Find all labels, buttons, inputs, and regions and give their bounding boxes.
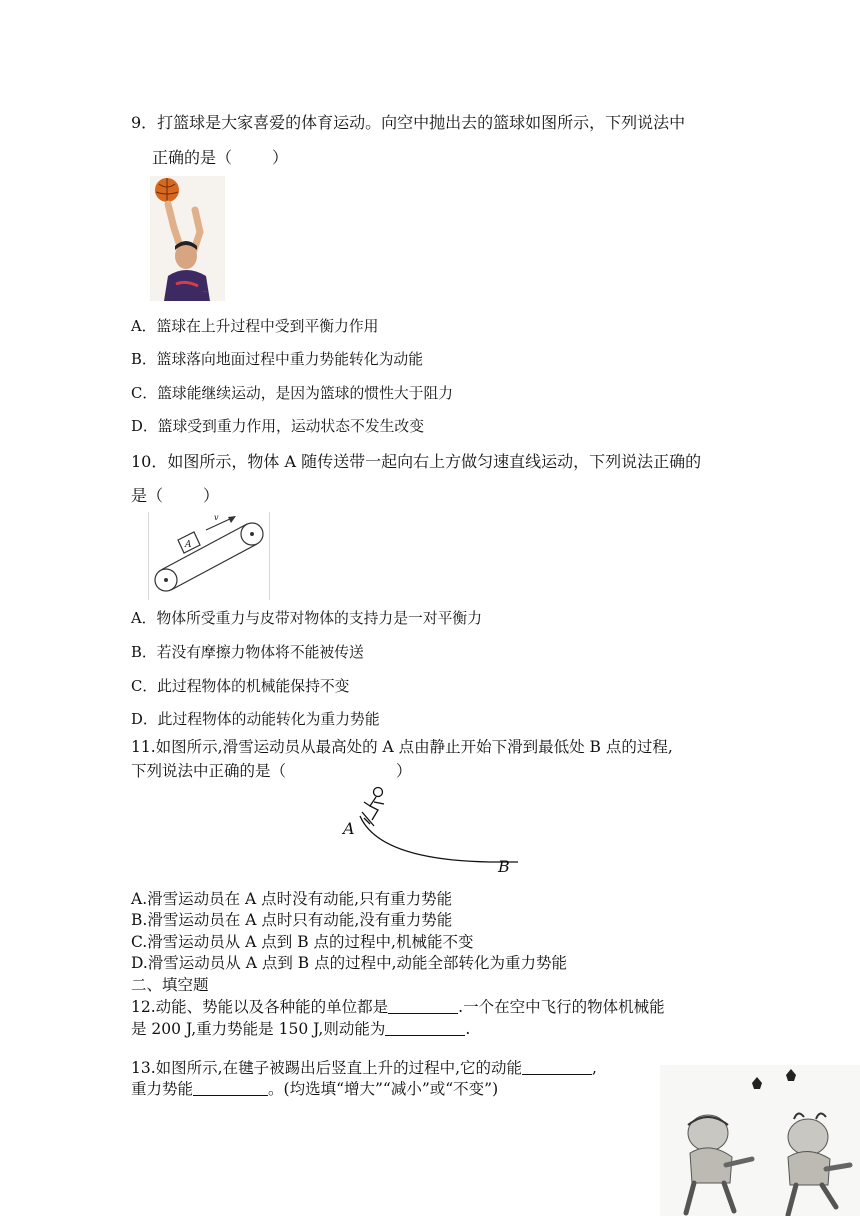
q10-option-c: C．此过程物体的机械能保持不变 (131, 678, 350, 695)
q11-stem-line1: 11.如图所示,滑雪运动员从最高处的 A 点由静止开始下滑到最低处 B 点的过程, (131, 738, 673, 756)
q9-option-c: C．篮球能继续运动，是因为篮球的惯性大于阻力 (131, 385, 454, 402)
q11-stem-line2: 下列说法中正确的是（ ） (131, 762, 412, 780)
q10-option-b: B．若没有摩擦力物体将不能被传送 (131, 644, 364, 661)
ski-slope-figure (340, 782, 520, 878)
q9-stem-line1: 9．打篮球是大家喜爱的体育运动。向空中抛出去的篮球如图所示，下列说法中 (131, 113, 686, 132)
q10-option-a: A．物体所受重力与皮带对物体的支持力是一对平衡力 (131, 610, 483, 627)
q12-stem-line2: 是 200 J,重力势能是 150 J,则动能为 . (131, 1020, 471, 1038)
basketball-player-figure (150, 176, 225, 301)
q11-option-a: A.滑雪运动员在 A 点时没有动能,只有重力势能 (131, 890, 453, 908)
slope-label-a: A (343, 819, 355, 838)
conveyor-label-v: v (214, 513, 219, 522)
q13-stem-line2: 重力势能 。(均选填“增大”“减小”或“不变”) (131, 1080, 499, 1098)
q10-stem-line1: 10．如图所示，物体 A 随传送带一起向右上方做匀速直线运动，下列说法正确的 (131, 452, 702, 471)
q13-stem-line1: 13.如图所示,在毽子被踢出后竖直上升的过程中,它的动能 , (131, 1059, 597, 1077)
q9-option-b: B．篮球落向地面过程中重力势能转化为动能 (131, 351, 424, 368)
q9-option-d: D．篮球受到重力作用，运动状态不发生改变 (131, 418, 425, 435)
svg-text:~: ~ (202, 288, 208, 296)
section-heading-fill-in: 二、填空题 (131, 976, 209, 994)
shuttlecock-kicking-figure (660, 1065, 860, 1216)
q10-option-d: D．此过程物体的动能转化为重力势能 (131, 711, 380, 728)
conveyor-belt-figure (148, 512, 270, 600)
q9-stem-line2: 正确的是（ ） (152, 148, 289, 167)
slope-label-b: B (498, 857, 510, 876)
q11-option-c: C.滑雪运动员从 A 点到 B 点的过程中,机械能不变 (131, 933, 474, 951)
q11-option-b: B.滑雪运动员在 A 点时只有动能,没有重力势能 (131, 911, 453, 929)
q11-option-d: D.滑雪运动员从 A 点到 B 点的过程中,动能全部转化为重力势能 (131, 954, 568, 972)
conveyor-label-a: A (185, 540, 192, 550)
q10-stem-line2: 是（ ） (131, 486, 220, 505)
q9-option-a: A．篮球在上升过程中受到平衡力作用 (131, 318, 379, 335)
q12-stem-line1: 12.动能、势能以及各种能的单位都是 .一个在空中飞行的物体机械能 (131, 998, 665, 1016)
